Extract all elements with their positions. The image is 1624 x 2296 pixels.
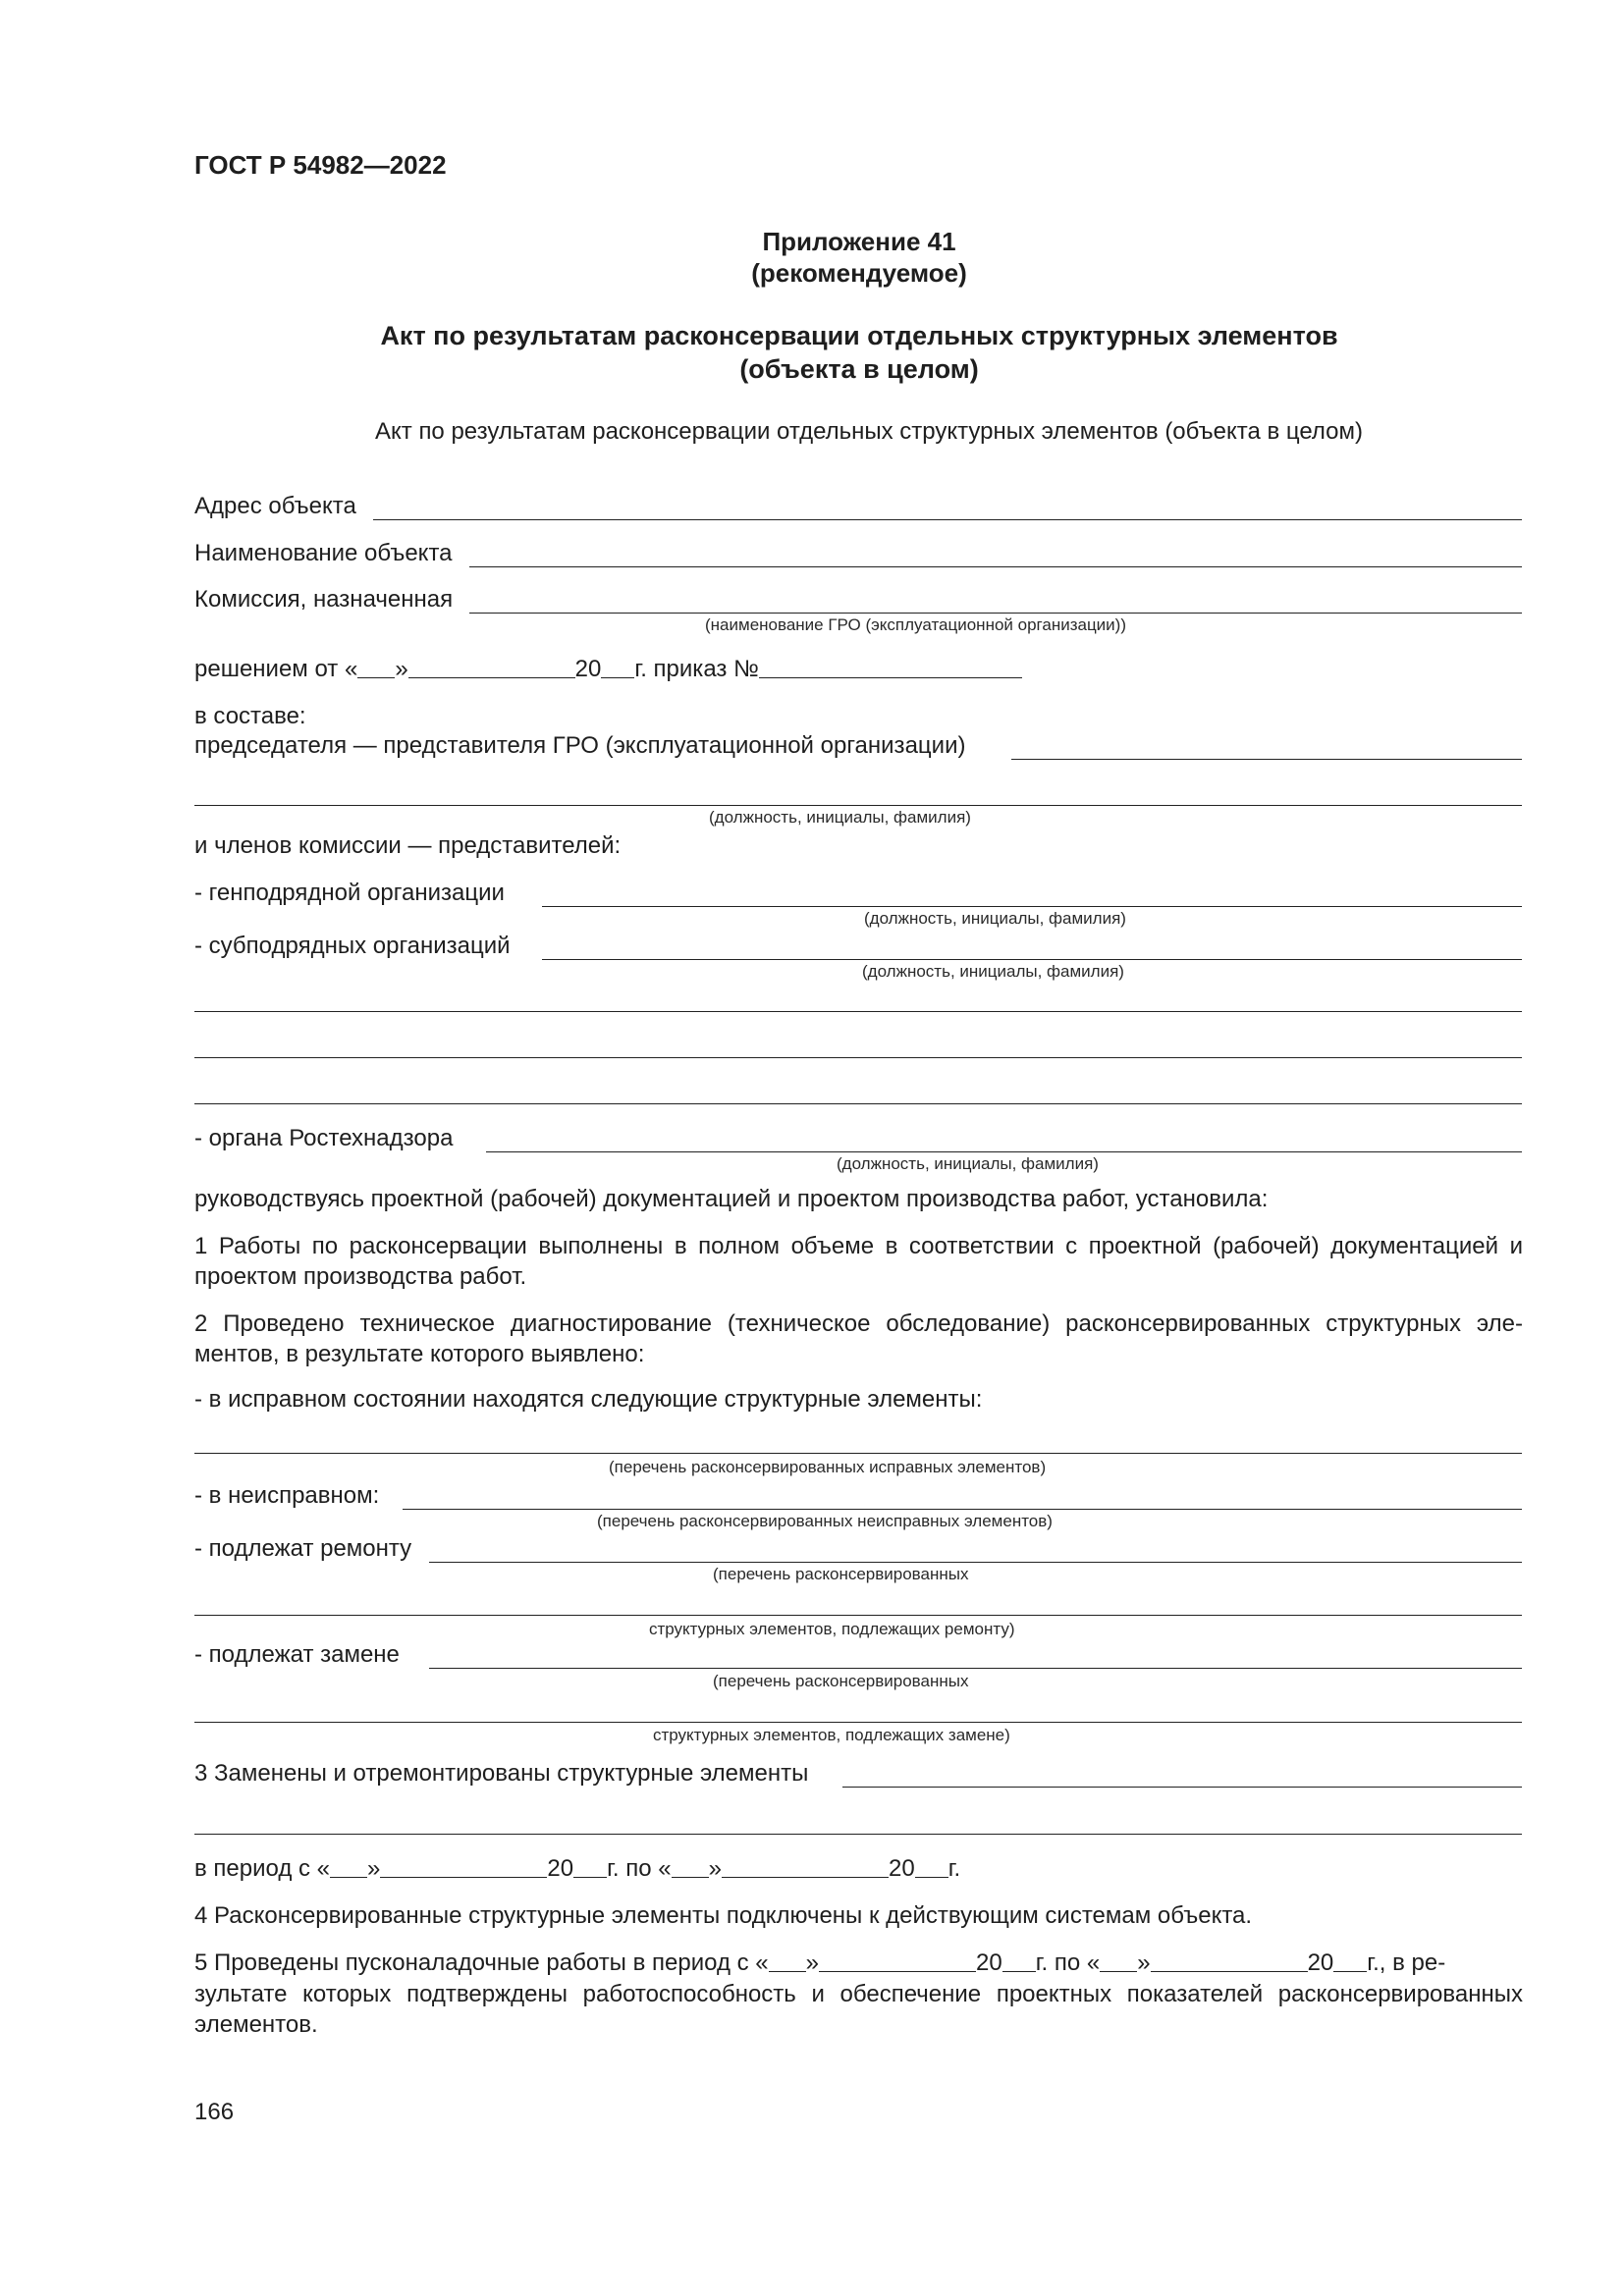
general-contractor-label: - генподрядной организации xyxy=(194,880,505,906)
chairman-caption: (должность, инициалы, фамилия) xyxy=(709,808,971,827)
rostekhnadzor-caption: (должность, инициалы, фамилия) xyxy=(837,1154,1099,1173)
page-number: 166 xyxy=(194,2099,235,2125)
decision-day-blank[interactable] xyxy=(357,675,395,678)
repair-caption-1: (перечень расконсервированных xyxy=(713,1565,969,1583)
chairman-field-line[interactable] xyxy=(1011,759,1522,760)
item-5-tail: г., в ре- xyxy=(1367,1949,1446,1976)
period-start-year: 20 xyxy=(547,1855,574,1882)
item-2: 2 Проведено техническое диагностирование (техническое обследование) расконсервированных структурных эле-ментов, в результате которого выявлено: xyxy=(194,1310,1523,1367)
good-state-label: - в исправном состоянии находятся следующие структурные элементы: xyxy=(194,1386,983,1413)
item-5-prefix: 5 Проведены пусконаладочные работы в период с « xyxy=(194,1949,769,1976)
item-5-line xyxy=(194,1949,1445,1977)
item-5-end-day-blank[interactable] xyxy=(1100,1969,1137,1972)
appendix-status: (рекомендуемое) xyxy=(751,258,967,288)
rostekhnadzor-label: - органа Ростехнадзора xyxy=(194,1125,454,1151)
document-subtitle: Акт по результатам расконсервации отдельных структурных элементов (объекта в целом) xyxy=(375,418,1364,445)
item-3-field-line-2[interactable] xyxy=(194,1834,1522,1835)
rostekhnadzor-field-line[interactable] xyxy=(486,1151,1522,1152)
subcontractors-extra-line-3[interactable] xyxy=(194,1103,1522,1104)
chairman-field-line-2[interactable] xyxy=(194,805,1522,806)
period-prefix: в период с « xyxy=(194,1855,331,1882)
item-5-start-month-blank[interactable] xyxy=(819,1969,976,1972)
item-3-label: 3 Заменены и отремонтированы структурные элементы xyxy=(194,1760,809,1787)
period-line xyxy=(194,1855,960,1883)
good-state-field-line[interactable] xyxy=(194,1453,1522,1454)
item-5-start-year-blank[interactable] xyxy=(1002,1969,1036,1972)
decision-prefix: решением от « xyxy=(194,656,358,682)
period-quote-close-1: » xyxy=(367,1855,381,1882)
commission-label: Комиссия, назначенная xyxy=(194,586,454,613)
period-end-day-blank[interactable] xyxy=(672,1875,709,1878)
item-4: 4 Расконсервированные структурные элементы подключены к действующим системам объекта. xyxy=(194,1902,1253,1929)
document-title-line1: Акт по результатам расконсервации отдельных структурных элементов xyxy=(380,321,1338,350)
decision-quote-close: » xyxy=(395,656,408,682)
period-end-year: 20 xyxy=(888,1855,915,1882)
replace-field-line[interactable] xyxy=(429,1668,1522,1669)
subcontractors-extra-line-2[interactable] xyxy=(194,1057,1522,1058)
item-5-start-year: 20 xyxy=(975,1949,1002,1976)
general-contractor-field-line[interactable] xyxy=(542,906,1522,907)
repair-field-line-2[interactable] xyxy=(194,1615,1522,1616)
repair-field-line[interactable] xyxy=(429,1562,1522,1563)
subcontractors-caption: (должность, инициалы, фамилия) xyxy=(862,962,1124,981)
subcontractors-extra-line-1[interactable] xyxy=(194,1011,1522,1012)
document-title-line2: (объекта в целом) xyxy=(739,354,979,384)
decision-year: 20 xyxy=(574,656,602,682)
commission-field-line[interactable] xyxy=(469,613,1522,614)
item-5-quote-close-1: » xyxy=(805,1949,819,1976)
item-3-field-line[interactable] xyxy=(842,1787,1522,1788)
repair-label: - подлежат ремонту xyxy=(194,1535,412,1562)
period-quote-close-2: » xyxy=(708,1855,722,1882)
item-5-quote-close-2: » xyxy=(1137,1949,1151,1976)
faulty-label: - в неисправном: xyxy=(194,1482,380,1509)
item-1: 1 Работы по расконсервации выполнены в полном объеме в соответствии с проектной (рабочей) документацией и проектом производства работ. xyxy=(194,1233,1523,1290)
decision-month-blank[interactable] xyxy=(408,675,575,678)
standard-code: ГОСТ Р 54982—2022 xyxy=(194,150,447,180)
appendix-label: Приложение 41 xyxy=(762,227,956,256)
guided-text: руководствуясь проектной (рабочей) документацией и проектом производства работ, установила: xyxy=(194,1186,1269,1212)
period-mid: г. по « xyxy=(607,1855,672,1882)
decision-order-number-blank[interactable] xyxy=(759,675,1022,678)
decision-year-blank[interactable] xyxy=(601,675,634,678)
item-5-start-day-blank[interactable] xyxy=(769,1969,806,1972)
decision-order-label: г. приказ № xyxy=(634,656,759,682)
subcontractors-label: - субподрядных организаций xyxy=(194,933,511,959)
address-field-line[interactable] xyxy=(373,519,1522,520)
period-end: г. xyxy=(947,1855,961,1882)
period-start-month-blank[interactable] xyxy=(380,1875,547,1878)
faulty-caption: (перечень расконсервированных неисправных элементов) xyxy=(597,1512,1053,1530)
address-label: Адрес объекта xyxy=(194,493,356,519)
members-label: и членов комиссии — представителей: xyxy=(194,832,622,859)
faulty-field-line[interactable] xyxy=(403,1509,1522,1510)
item-5-rest: зультате которых подтверждены работоспособность и обеспечение проектных показателей расконсервированных элементов. xyxy=(194,1981,1523,2038)
subcontractors-field-line[interactable] xyxy=(542,959,1522,960)
replace-label: - подлежат замене xyxy=(194,1641,400,1668)
replace-caption-2: структурных элементов, подлежащих замене) xyxy=(653,1726,1010,1744)
item-5-end-year: 20 xyxy=(1307,1949,1334,1976)
repair-caption-2: структурных элементов, подлежащих ремонту) xyxy=(649,1620,1015,1638)
period-start-year-blank[interactable] xyxy=(573,1875,607,1878)
item-5-mid: г. по « xyxy=(1035,1949,1101,1976)
commission-caption: (наименование ГРО (эксплуатационной организации)) xyxy=(705,615,1127,634)
chairman-label: председателя — представителя ГРО (эксплуатационной организации) xyxy=(194,732,966,759)
replace-field-line-2[interactable] xyxy=(194,1722,1522,1723)
object-name-label: Наименование объекта xyxy=(194,540,453,566)
item-5-end-month-blank[interactable] xyxy=(1151,1969,1308,1972)
period-end-year-blank[interactable] xyxy=(915,1875,948,1878)
replace-caption-1: (перечень расконсервированных xyxy=(713,1672,969,1690)
general-contractor-caption: (должность, инициалы, фамилия) xyxy=(864,909,1126,928)
decision-line xyxy=(194,656,1022,683)
good-state-caption: (перечень расконсервированных исправных элементов) xyxy=(609,1458,1047,1476)
composition-label: в составе: xyxy=(194,703,306,729)
period-end-month-blank[interactable] xyxy=(722,1875,889,1878)
period-start-day-blank[interactable] xyxy=(330,1875,367,1878)
object-name-field-line[interactable] xyxy=(469,566,1522,567)
item-5-end-year-blank[interactable] xyxy=(1333,1969,1367,1972)
